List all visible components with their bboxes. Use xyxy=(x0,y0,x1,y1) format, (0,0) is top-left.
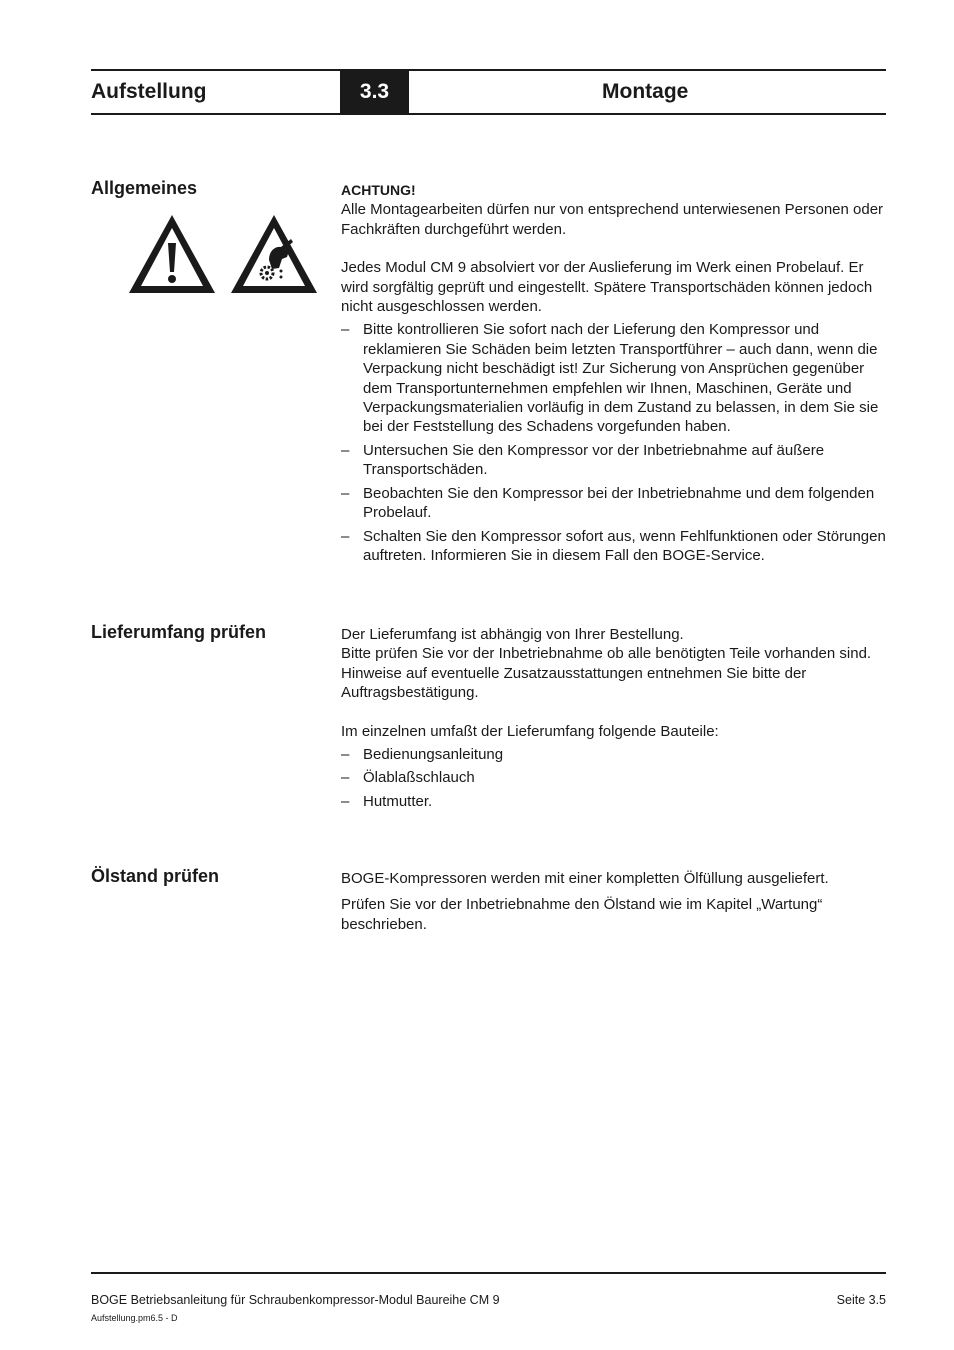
list-item: – Bitte kontrollieren Sie sofort nach der Lieferung den Kompressor und reklamieren Sie Schäden beim letzten Transportführer – auch dann, wenn die Verpackung nicht beschädigt ist! Zur Sicherung von Ansprüchen gegenüber dem Transportunternehmen empfehlen wir Ihnen, Maschinen, Geräte und Verpackungsmaterialien vorläufig in dem Zustand zu belassen, in dem Sie sie bei der Feststellung des Schadens vorgefunden haben. xyxy=(341,321,879,436)
list-item: – Bedienungsanleitung xyxy=(341,746,504,764)
warning-icons xyxy=(127,213,319,295)
paragraph: Bitte prüfen Sie vor der Inbetriebnahme ob alle benötigten Teile vorhanden sind. Hinweise auf eventuelle Zusatzausstattungen entnehmen Sie bitte der Auftragsbestätigung. xyxy=(341,645,872,702)
general-warning-icon xyxy=(127,213,217,295)
paragraph: Prüfen Sie vor der Inbetriebnahme den Ölstand wie im Kapitel „Wartung“ beschrieben. xyxy=(341,896,823,933)
list-item: – Ölablaßschlauch xyxy=(341,769,475,787)
list-item: – Beobachten Sie den Kompressor bei der Inbetriebnahme und dem folgenden Probelauf. xyxy=(341,484,875,522)
section-number: 3.3 xyxy=(340,71,409,113)
footer-file-name: Aufstellung.pm6.5 - D xyxy=(91,1313,178,1323)
paragraph: BOGE-Kompressoren werden mit einer kompletten Ölfüllung ausgeliefert. xyxy=(341,870,829,887)
allgemeines-text xyxy=(341,181,889,565)
list-item: – Hutmutter. xyxy=(341,792,433,810)
page-header xyxy=(91,69,886,115)
section-title: Montage xyxy=(602,80,689,103)
footer-document-title: BOGE Betriebsanleitung für Schraubenkompressor-Modul Baureihe CM 9 xyxy=(91,1293,500,1307)
heading-lieferumfang: Lieferumfang prüfen xyxy=(91,622,267,642)
paragraph: Jedes Modul CM 9 absolviert vor der Auslieferung im Werk einen Probelauf. Er wird sorgfältig geprüft und eingestellt. Spätere Transportschäden können jedoch nicht ausgeschlossen werden. xyxy=(341,259,873,316)
chapter-title: Aufstellung xyxy=(91,80,207,103)
footer-divider xyxy=(91,1272,886,1274)
heading-oelstand: Ölstand prüfen xyxy=(91,866,220,886)
paragraph: Der Lieferumfang ist abhängig von Ihrer Bestellung. xyxy=(341,626,684,643)
list-item: – Untersuchen Sie den Kompressor vor der Inbetriebnahme auf äußere Transportschäden. xyxy=(341,441,825,479)
heading-allgemeines: Allgemeines xyxy=(91,178,198,198)
footer-page-number: Seite 3.5 xyxy=(836,1293,886,1307)
hand-injury-warning-icon xyxy=(229,213,319,295)
oelstand-text xyxy=(341,869,889,934)
list-item: – Schalten Sie den Kompressor sofort aus, wenn Fehlfunktionen oder Störungen auftreten. Informieren Sie in diesem Fall den BOGE-Service. xyxy=(341,527,886,564)
paragraph: Im einzelnen umfaßt der Lieferumfang folgende Bauteile: xyxy=(341,722,719,740)
warning-label: ACHTUNG! xyxy=(341,182,416,198)
lieferumfang-text xyxy=(341,625,889,811)
paragraph: Alle Montagearbeiten dürfen nur von entsprechend unterwiesenen Personen oder Fachkräften durchgeführt werden. xyxy=(341,201,884,238)
